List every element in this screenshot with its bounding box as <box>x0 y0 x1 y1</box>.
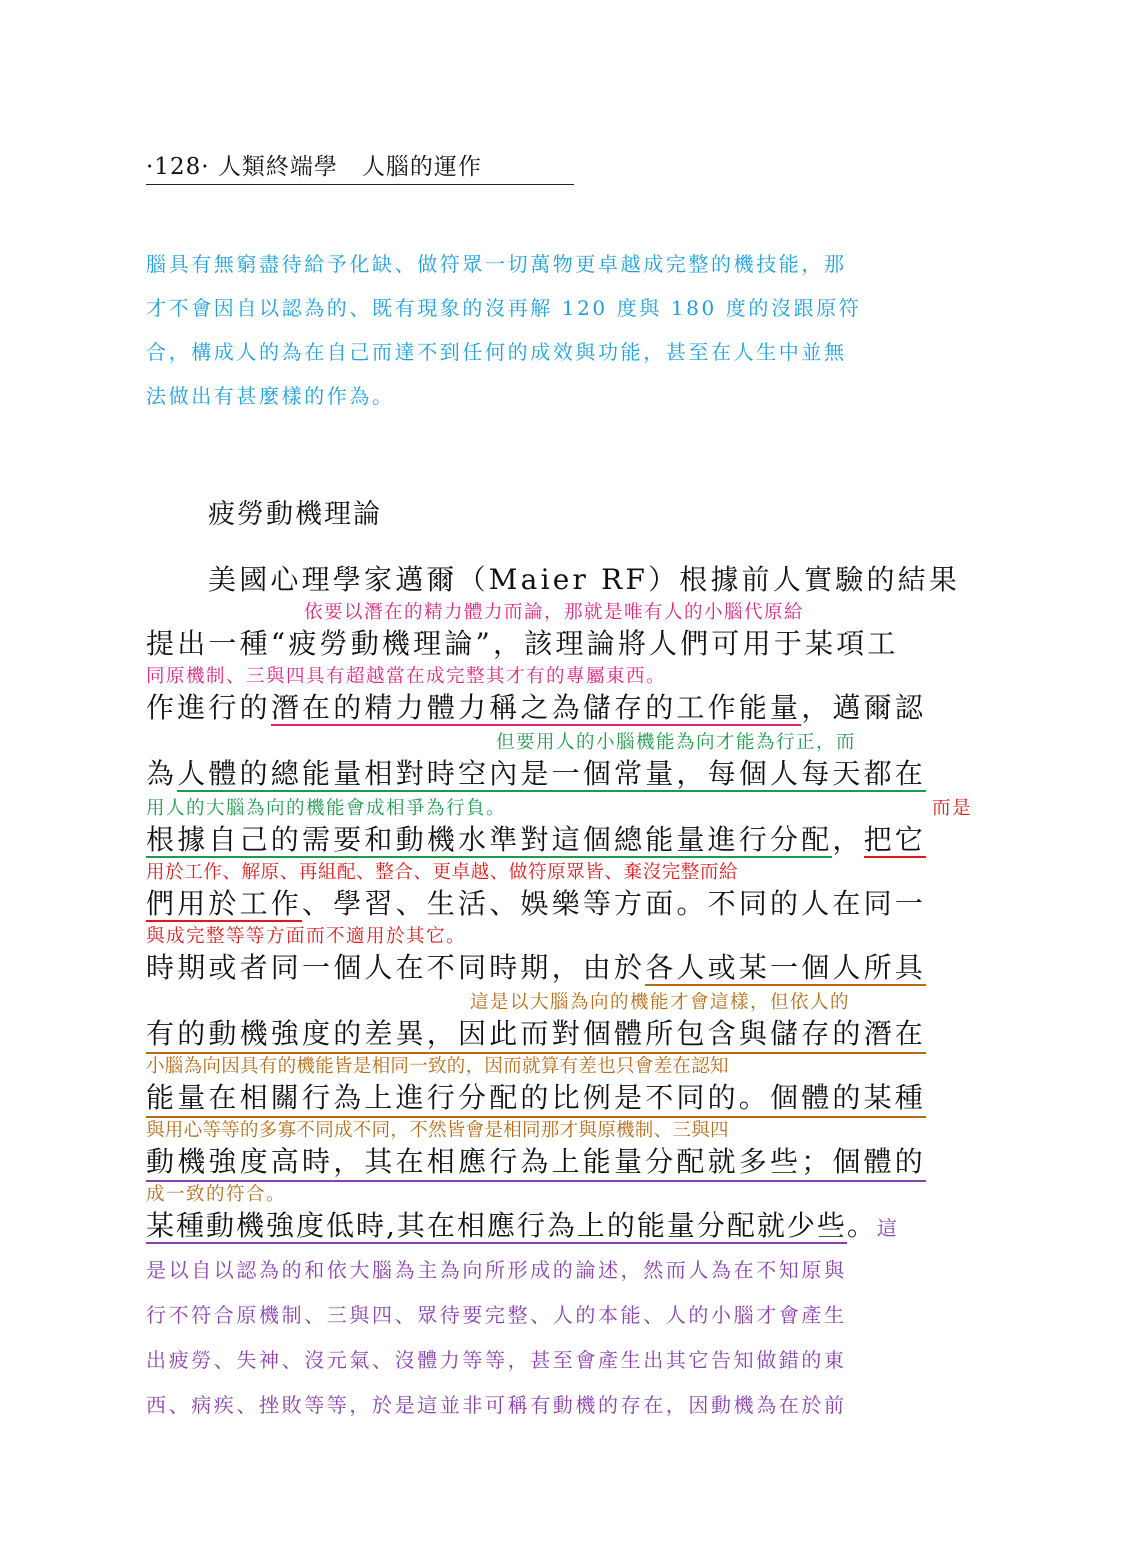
body-line-5 <box>146 818 926 858</box>
annotation-green-2: 用人的大腦為向的機能會成相爭為行負。 <box>146 798 507 819</box>
body-line-3 <box>146 686 926 726</box>
body-line-2: 提出一種“疲勞動機理論”，該理論將人們可用于某項工 <box>146 627 899 660</box>
text-segment: 作進行的 <box>146 691 271 724</box>
annotation-red-2: 用於工作、解原、再組配、整合、更卓越、做符原眾皆、棄沒完整而給 <box>146 862 739 883</box>
annotation-orange-4: 成一致的符合。 <box>146 1184 287 1205</box>
annotation-orange-1: 這是以大腦為向的機能才會這樣，但依人的 <box>470 992 851 1013</box>
annotation-purple-tail: 這 <box>876 1216 898 1240</box>
annotation-purple-block <box>146 1248 847 1428</box>
body-line-6 <box>146 882 926 922</box>
underlined-segment: 潛在的精力體力稱之為儲存的 <box>270 691 677 724</box>
text-segment: ， <box>832 823 864 856</box>
intro-note-line: 才不會因自以認為的、既有現象的沒再解 120 度與 180 度的沒跟原符 <box>146 296 862 320</box>
underlined-segment: 根據自己的需要和動機水準對這個總能量進行分配 <box>146 823 833 856</box>
body-line-7 <box>146 946 926 986</box>
annotation-orange-2: 小腦為向因具有的機能皆是相同一致的，因而就算有差也只會差在認知 <box>146 1056 729 1077</box>
body-line-1: 美國心理學家邁爾（Maier RF）根據前人實驗的結果 <box>208 563 961 596</box>
page-header: ·128· 人類終端學 人腦的運作 <box>146 148 574 185</box>
intro-note <box>146 242 861 418</box>
underlined-segment: 各人或某一個人所具 <box>645 951 927 984</box>
underlined-segment: 人體的總能量相對時空內是一個常量，每個人每天都在 <box>177 757 927 790</box>
intro-note-line: 腦具有無窮盡待給予化缺、做符眾一切萬物更卓越成完整的機技能，那 <box>146 252 847 276</box>
intro-note-line: 法做出有甚麼樣的作為。 <box>146 384 395 408</box>
body-line-10: 動機強度高時，其在相應行為上能量分配就多些；個體的 <box>146 1140 926 1182</box>
annotation-red-3: 與成完整等等方面而不適用於其它。 <box>146 926 467 947</box>
text-segment: 時期或者同一個人在不同時期，由於 <box>146 951 646 984</box>
annotation-purple-line: 行不符合原機制、三與四、眾待要完整、人的本能、人的小腦才會產生 <box>146 1303 847 1327</box>
underlined-segment: 們用於工作 <box>146 887 303 920</box>
annotation-magenta-1: 依要以潛在的精力體力而論，那就是唯有人的小腦代原給 <box>304 602 805 623</box>
text-segment: 、學習、生活、娛樂等方面。不同的人在同一 <box>302 887 927 920</box>
annotation-magenta-2: 同原機制、三與四具有超越當在成完整其才有的專屬東西。 <box>146 666 667 687</box>
annotation-purple-line: 西、病疾、挫敗等等，於是這並非可稱有動機的存在，因動機為在於前 <box>146 1393 847 1417</box>
annotation-red-1: 而是 <box>932 798 973 819</box>
underlined-segment: 工作能量 <box>676 691 802 724</box>
annotation-orange-3: 與用心等等的多寡不同成不同，不然皆會是相同那才與原機制、三與四 <box>146 1120 729 1141</box>
underlined-segment: 某種動機強度低時,其在相應行為上的能量分配就少些 <box>146 1209 847 1242</box>
underlined-segment: 把它 <box>863 823 927 856</box>
text-segment: 。 <box>846 1209 877 1242</box>
body-line-9: 能量在相關行為上進行分配的比例是不同的。個體的某種 <box>146 1076 926 1118</box>
body-line-4 <box>146 752 926 792</box>
body-line-11 <box>146 1204 898 1244</box>
body-line-8: 有的動機強度的差異，因此而對個體所包含與儲存的潛在 <box>146 1012 926 1054</box>
text-segment: 為 <box>146 757 178 790</box>
annotation-green-1: 但要用人的小腦機能為向才能為行正，而 <box>496 732 857 753</box>
intro-note-line: 合，構成人的為在自己而達不到任何的成效與功能，甚至在人生中並無 <box>146 340 847 364</box>
section-title: 疲勞動機理論 <box>208 499 382 530</box>
annotation-purple-line: 出疲勞、失神、沒元氣、沒體力等等，甚至會產生出其它告知做錯的東 <box>146 1348 847 1372</box>
text-segment: ，邁爾認 <box>801 691 927 724</box>
annotation-purple-line: 是以自以認為的和依大腦為主為向所形成的論述，然而人為在不知原與 <box>146 1258 847 1282</box>
